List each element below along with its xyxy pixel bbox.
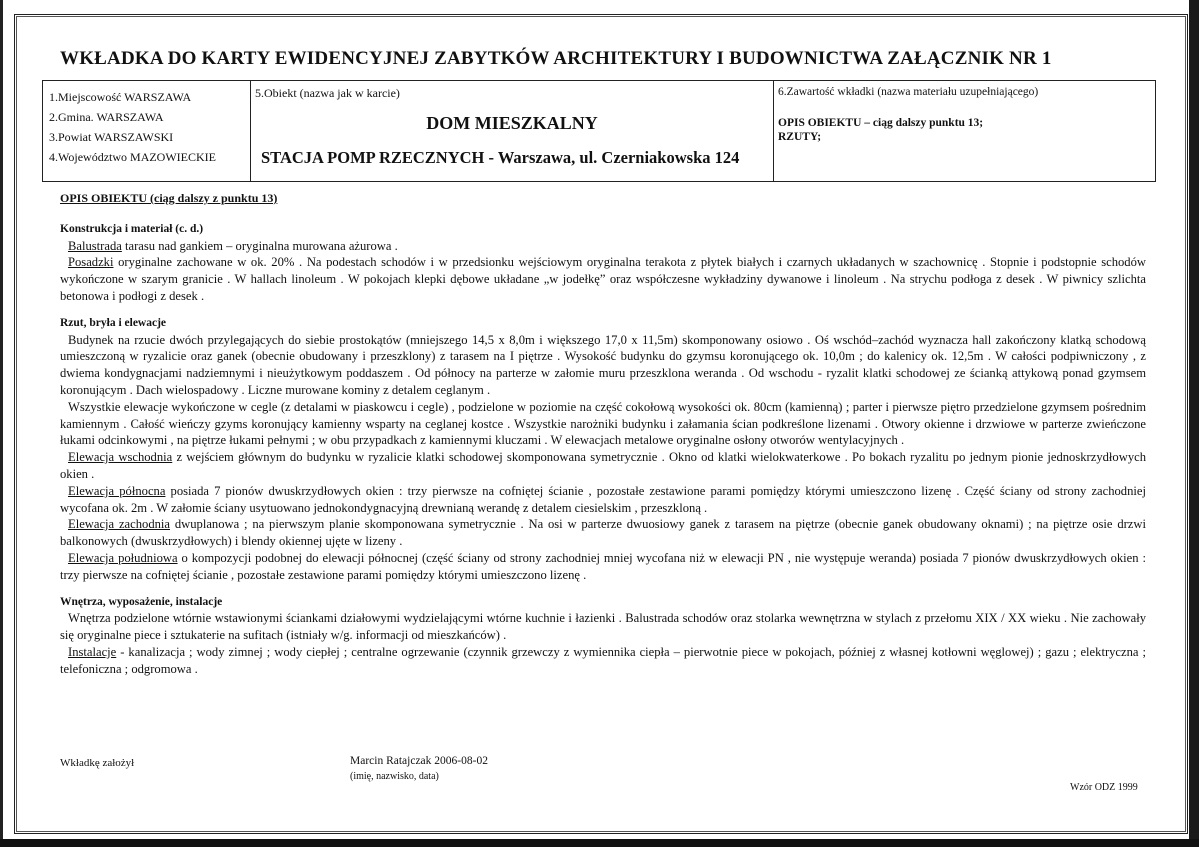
plan-heading: Rzut, bryła i elewacje	[60, 316, 167, 329]
created-by-label: Wkładkę założył	[60, 757, 135, 769]
balustrade-label: Balustrada	[68, 238, 122, 253]
contents-item-description: OPIS OBIEKTU – ciąg dalszy punktu 13;	[778, 117, 984, 129]
east-elevation-label: Elewacja wschodnia	[68, 450, 173, 465]
location-column	[43, 81, 251, 181]
south-elevation-label: Elewacja południowa	[68, 550, 178, 565]
north-elevation-label: Elewacja północna	[68, 483, 166, 498]
floors-label: Posadzki	[68, 255, 114, 270]
plan-text-2: Wszystkie elewacje wykończone w cegle (z detalami w piaskowcu i cegle) , podzielone w poziomie na część cokołową wysokości ok. 80cm (kamienną) ; parter i pierwsze piętro przedzielone gzymsem pośrednim kamiennym . Całość wieńczy gzyms koronujący kamienny wsparty na ceglanej kostce . Wszystkie narożniki budynku i załamania ścian podkreślone lizenami . Otwory okienne i drzwiowe w parterze zwieńczone łukami odcinkowymi , na piętrze łukami pełnymi ; w obu przypadkach z kamiennymi kluczami . W elewacjach metalowe oryginalne osłony otworów wentylacyjnych .	[60, 399, 1146, 448]
location-town: 1.Miejscowość WARSZAWA	[49, 90, 192, 104]
section-title: OPIS OBIEKTU (ciąg dalszy z punktu 13)	[60, 191, 278, 205]
location-voivodeship: 4.Województwo MAZOWIECKIE	[49, 150, 216, 164]
page-title: WKŁADKA DO KARTY EWIDENCYJNEJ ZABYTKÓW ARCHITEKTURY I BUDOWNICTWA ZAŁĄCZNIK NR 1	[60, 48, 1052, 69]
floors-paragraph	[60, 254, 1146, 304]
installations-text: - kanalizacja ; wody zimnej ; wody ciepłej ; centralne ogrzewanie (czynnik grzewczy z wymiennika ciepła – pierwotnie piece w pokojach, później z własnej kotłowni węglowej) ; gazu ; elektryczna ; telefoniczna ; odgromowa .	[60, 644, 1146, 676]
contents-label: 6.Zawartość wkładki (nazwa materiału uzupełniającego)	[778, 86, 1039, 98]
balustrade-paragraph	[60, 238, 1146, 255]
east-elevation-text: z wejściem głównym do budynku w ryzalicie klatki schodowej skomponowana symetrycznie . Okno od klatki wielokwaterkowe . Po bokach ryzalitu po jednym pionie jednoskrzydłowych okien .	[60, 450, 1146, 481]
construction-heading: Konstrukcja i materiał (c. d.)	[60, 222, 204, 235]
plan-paragraph-2	[60, 399, 1146, 449]
floors-text: oryginalne zachowane w ok. 20% . Na podestach schodów i w przedsionku wejściowym oryginalna terakota z płytek białych i czarnych układanych w szachownicę . Stopnie i podstopnie schodów wykończone w szarym granicie . W hallach linoleum . W pokojach klepki dębowe układane „w jodełkę” oraz współczesne wykładziny dywanowe i linoleum . Na strychu podłoga z desek . W piwnicy szlichta betonowa i podłogi z desek .	[60, 255, 1146, 303]
south-elevation-text: o kompozycji podobnej do elewacji północnej (część ściany od strony zachodniej mniej wycofana niż w elewacji PN , nie występuje weranda) posiada 7 pionów dwuskrzydłowych okien : trzy pierwsze na cofniętej ścianie , pozostałe zestawione parami pomiędzy którymi umieszczono lizenę .	[60, 550, 1146, 582]
balustrade-text: tarasu nad gankiem – oryginalna murowana ażurowa .	[121, 238, 398, 253]
location-commune: 2.Gmina. WARSZAWA	[49, 110, 164, 124]
object-column	[251, 81, 774, 181]
north-elevation-text: posiada 7 pionów dwuskrzydłowych okien : trzy pierwsze na cofniętej ścianie , pozostałe zestawione parami pomiędzy którymi umieszczono lizenę . Część ściany od strony zachodniej wycofana ok. 2m . W załomie ściany usytuowano jednokondygnacyjną drewnianą werandę z detalem ciesielskim , przeszkloną .	[60, 483, 1146, 515]
signer-name-date: Marcin Ratajczak 2006-08-02	[350, 755, 488, 767]
installations-label: Instalacje	[68, 644, 117, 659]
object-name: DOM MIESZKALNY	[426, 113, 598, 133]
description-body	[60, 190, 1146, 678]
west-elevation-text: dwuplanowa ; na pierwszym planie skomponowana symetrycznie . Na osi w parterze dwuosiowy ganek z tarasem na piętrze (obecnie ganek obudowany oknami) ; na piętrze osie drzwi balkonowych (dwuskrzydłowych) i blendy okiennej ujęte w lizeny .	[60, 517, 1146, 549]
form-model: Wzór ODZ 1999	[1070, 782, 1138, 793]
west-elevation-label: Elewacja zachodnia	[68, 517, 171, 532]
signer-note: (imię, nazwisko, data)	[350, 771, 439, 782]
scan-edge-bottom	[0, 839, 1199, 847]
north-elevation-paragraph	[60, 483, 1146, 517]
plan-paragraph-1	[60, 332, 1146, 399]
object-address: STACJA POMP RZECZNYCH - Warszawa, ul. Czerniakowska 124	[261, 148, 740, 167]
header-table	[42, 80, 1156, 182]
scan-edge-left	[0, 0, 3, 847]
east-elevation-paragraph	[60, 449, 1146, 483]
interiors-paragraph	[60, 610, 1146, 644]
installations-paragraph	[60, 644, 1146, 678]
location-county: 3.Powiat WARSZAWSKI	[49, 130, 174, 144]
contents-column	[774, 81, 1155, 181]
object-label: 5.Obiekt (nazwa jak w karcie)	[255, 86, 400, 100]
interiors-text: Wnętrza podzielone wtórnie wstawionymi ściankami działowymi wydzielającymi wtórne kuchnie i łazienki . Balustrada schodów oraz stolarka wewnętrzna w stylach z przełomu XIX / XX wieku . Nie zachowały się oryginalne piece i sztukaterie na sufitach (istniały w/g. informacji od mieszkańców) .	[60, 611, 1146, 643]
west-elevation-paragraph	[60, 516, 1146, 550]
interiors-heading: Wnętrza, wyposażenie, instalacje	[60, 595, 223, 608]
south-elevation-paragraph	[60, 550, 1146, 584]
scan-edge-right	[1189, 0, 1199, 847]
contents-item-plans: RZUTY;	[778, 131, 822, 143]
plan-text-1: Budynek na rzucie dwóch przylegających do siebie prostokątów (mniejszego 14,5 x 8,0m i większego 17,0 x 11,5m) skomponowany osiowo . Oś wschód–zachód wyznacza hall zakończony klatką schodową umieszczoną w ryzalicie oraz ganek (obecnie obudowany i przeszklony) z tarasem na I piętrze . Wysokość budynku do gzymsu koronującego ok. 10,0m ; do kalenicy ok. 12,5m . W całości podpiwniczony , z dwiema kondygnacjami nadziemnymi i nieużytkowym poddaszem . Od północy na parterze w załomie muru przeszklona weranda . Od wschodu - ryzalit klatki schodowej ze ścianką attykową ponad gzymsem koronującym . Dach wielospadowy . Liczne murowane kominy z detalem ceglanym .	[60, 332, 1146, 397]
